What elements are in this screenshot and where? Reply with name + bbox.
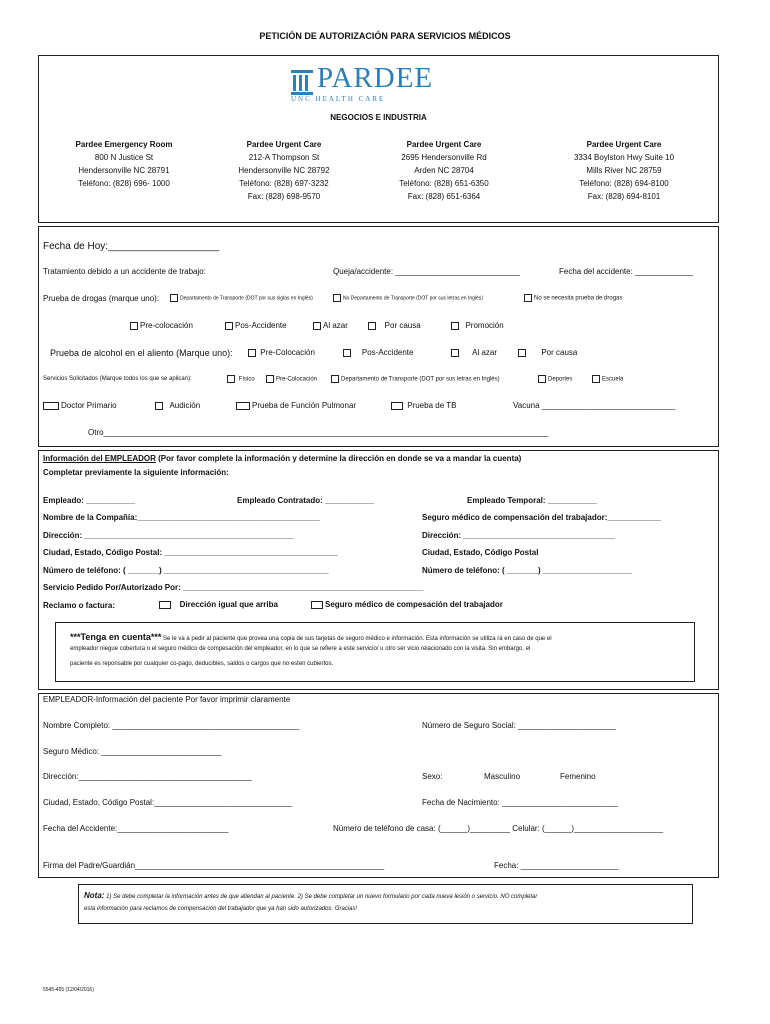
- option-audicion[interactable]: Audición: [155, 401, 200, 410]
- option-promocion[interactable]: Promoción: [451, 321, 504, 330]
- fecha-hoy-field[interactable]: Fecha de Hoy:____________________: [43, 241, 220, 252]
- checkbox[interactable]: [451, 349, 459, 357]
- checkbox[interactable]: [227, 375, 235, 383]
- option-pos-accidente[interactable]: Pos-Accidente: [225, 321, 287, 330]
- header-box: [38, 55, 719, 223]
- ciudad-field[interactable]: Ciudad, Estado, Código Postal:_______________________________: [43, 798, 293, 807]
- reclamo-label: Reclamo o factura:: [43, 601, 116, 610]
- checkbox[interactable]: [159, 601, 171, 609]
- telefono2-field[interactable]: Número de teléfono: ( _______) ____________________: [422, 566, 632, 575]
- alcohol-al-azar[interactable]: Al azar: [451, 348, 497, 357]
- option-por-causa[interactable]: Por causa: [368, 321, 421, 330]
- reclamo-seguro-option[interactable]: Seguro médico de compesación del trabajador: [311, 600, 503, 609]
- notice-box: [55, 622, 695, 682]
- telefono1-field[interactable]: Número de teléfono: ( _______) _____________________________________: [43, 566, 329, 575]
- queja-field[interactable]: Queja/accidente: ____________________________: [333, 267, 520, 276]
- solicitados-dot[interactable]: Departamento de Transporte (DOT por sus letras en Inglés): [331, 375, 500, 383]
- notice-line-1: ***Tenga en cuenta*** Se le va a pedir al paciente que provea una copia de sus tarjetas de seguro médico e información. Esta información se utiliza rá en caso de que el: [70, 632, 552, 642]
- checkbox[interactable]: [225, 322, 233, 330]
- alcohol-label: Prueba de alcohol en el aliento (Marque uno):: [50, 348, 233, 358]
- alcohol-por-causa[interactable]: Por causa: [518, 348, 577, 357]
- seguro-comp-field[interactable]: Seguro médico de compensación del trabajador:____________: [422, 513, 661, 522]
- checkbox[interactable]: [451, 322, 459, 330]
- femenino-option[interactable]: Femenino: [560, 772, 596, 781]
- checkbox[interactable]: [343, 349, 351, 357]
- checkbox[interactable]: [538, 375, 546, 383]
- location-2: Pardee Urgent Care 212-A Thompson St Hendersonville NC 28792 Teléfono: (828) 697-3232 Fax: (828) 698-9570: [238, 140, 330, 201]
- ssn-field[interactable]: Número de Seguro Social: ______________________: [422, 721, 616, 730]
- contratado-field[interactable]: Empleado Contratado: ___________: [237, 496, 374, 505]
- form-number: 5545-455 (12/04/2016): [43, 987, 94, 993]
- empleado-field[interactable]: Empleado: ___________: [43, 496, 136, 505]
- drogas-nodot-option[interactable]: No Departamento de Transporte (DOT por sus letras en Inglés): [333, 294, 483, 302]
- solicitados-deportes[interactable]: Deportes: [538, 375, 572, 383]
- drogas-dot-option[interactable]: Departamento de Transporte (DOT por sus siglas en Inglés): [170, 294, 313, 302]
- padre-field[interactable]: Firma del Padre/Guardián________________________________________________________: [43, 861, 385, 870]
- drogas-none-option[interactable]: No se necesita prueba de drogas: [524, 294, 622, 302]
- checkbox[interactable]: [43, 402, 59, 410]
- pardee-logo: [289, 64, 459, 104]
- solicitados-label: Servicios Solicitados (Marque todos los que se aplican):: [43, 376, 192, 382]
- nombre-field[interactable]: Nombre Completo: __________________________________________: [43, 721, 300, 730]
- checkbox[interactable]: [518, 349, 526, 357]
- page-title: PETICIÓN DE AUTORIZACIÓN PARA SERVICIOS MÉDICOS: [259, 31, 511, 41]
- option-funcion-pulmonar[interactable]: Prueba de Función Pulmonar: [236, 401, 356, 410]
- checkbox[interactable]: [266, 375, 274, 383]
- employer-intro: Completar previamente la siguiente información:: [43, 468, 229, 477]
- drogas-label: Prueba de drogas (marque uno):: [43, 294, 160, 303]
- solicitados-precolocacion[interactable]: Pre-Colocación: [266, 375, 317, 383]
- location-1: Pardee Emergency Room 800 N Justice St Hendersonville NC 28791 Teléfono: (828) 696- 1000: [75, 140, 173, 188]
- temporal-field[interactable]: Empleado Temporal: ___________: [467, 496, 597, 505]
- fecha-accidente-field[interactable]: Fecha del accidente: _____________: [559, 267, 693, 276]
- option-doctor-primario[interactable]: Doctor Primario: [43, 401, 117, 410]
- checkbox[interactable]: [592, 375, 600, 383]
- notice-line-2: empleador niegue cobertura o el seguro médico de compesación del empleador, en lo que se refiere a este servicio/ u otro ser vicio relacionado con la visita. Sin embargo, el: [70, 646, 531, 652]
- checkbox[interactable]: [248, 349, 256, 357]
- nota-box: [78, 884, 693, 924]
- servicio-field[interactable]: Servicio Pedido Por/Autorizado Por: ______________________________________________________: [43, 583, 424, 592]
- option-pre-colocacion[interactable]: Pre-colocación: [130, 321, 193, 330]
- ciudad1-field[interactable]: Ciudad, Estado, Código Postal: _______________________________________: [43, 548, 338, 557]
- masculino-option[interactable]: Masculino: [484, 772, 521, 781]
- fecha-accidente-patient-field[interactable]: Fecha del Accidente:_________________________: [43, 824, 229, 833]
- tel-casa-field[interactable]: Número de teléfono de casa: (______)_________ Celular: (______)____________________: [333, 824, 664, 833]
- employer-heading: Información del EMPLEADOR (Por favor complete la información y determine la dirección en donde se va a mandar la cuenta): [43, 454, 522, 463]
- checkbox[interactable]: [130, 322, 138, 330]
- fecha-field[interactable]: Fecha: ______________________: [494, 861, 619, 870]
- location-3: Pardee Urgent Care 2695 Hendersonville Rd Arden NC 28704 Teléfono: (828) 651-6350 Fax: (828) 651-6364: [399, 140, 489, 201]
- alcohol-pos-accidente[interactable]: Pos-Accidente: [343, 348, 413, 357]
- checkbox[interactable]: [524, 294, 532, 302]
- checkbox[interactable]: [236, 402, 250, 410]
- vacuna-field[interactable]: Vacuna ______________________________: [513, 401, 676, 410]
- compania-field[interactable]: Nombre de la Compañía:_________________________________________: [43, 513, 320, 522]
- checkbox[interactable]: [311, 601, 323, 609]
- option-tb[interactable]: Prueba de TB: [391, 401, 456, 410]
- checkbox[interactable]: [155, 402, 163, 410]
- solicitados-fisico[interactable]: Físico: [227, 375, 255, 383]
- option-al-azar[interactable]: Al azar: [313, 321, 348, 330]
- otro-field[interactable]: Otro____________________________________________________________________________________________________: [88, 428, 549, 437]
- logo-name: PARDEE: [317, 62, 434, 94]
- department-title: NEGOCIOS E INDUSTRIA: [330, 113, 427, 122]
- reclamo-igual-option[interactable]: Dirección igual que arriba: [159, 600, 278, 609]
- services-box: [38, 226, 719, 447]
- alcohol-pre-colocacion[interactable]: Pre-Colocación: [248, 348, 315, 357]
- checkbox[interactable]: [391, 402, 403, 410]
- direccion-field[interactable]: Dirección:_______________________________________: [43, 772, 253, 781]
- checkbox[interactable]: [333, 294, 341, 302]
- solicitados-escuela[interactable]: Escuela: [592, 375, 623, 383]
- tratamiento-label: Tratamiento debido a un accidente de trabajo:: [43, 267, 206, 276]
- seguro-field[interactable]: Seguro Médico: ___________________________: [43, 747, 222, 756]
- sexo-label: Sexo:: [422, 772, 443, 781]
- ciudad2-field[interactable]: Ciudad, Estado, Código Postal: [422, 548, 539, 557]
- location-4: Pardee Urgent Care 3334 Boylston Hwy Suite 10 Mills River NC 28759 Teléfono: (828) 694-8100 Fax: (828) 694-8101: [573, 140, 675, 201]
- logo-sub: UNC HEALTH CARE: [291, 95, 386, 103]
- nota-line-1: Nota: 1) Se debe completar la información antes de que atiendan al paciente. 2) Se debe completar un nuevo formulario por cada nueva lesión o servicio. NO completar: [84, 891, 538, 900]
- building-icon: [289, 66, 315, 96]
- direccion1-field[interactable]: Dirección: _______________________________________________: [43, 531, 294, 540]
- direccion2-field[interactable]: Dirección: __________________________________: [422, 531, 615, 540]
- patient-heading: EMPLEADOR-Información del paciente Por favor imprimir claramente: [43, 695, 291, 704]
- checkbox[interactable]: [331, 375, 339, 383]
- nota-line-2: esta información para reclamos de compensación del trabajador que ya han sido autorizados. Gracias!: [84, 906, 358, 912]
- nacimiento-field[interactable]: Fecha de Nacimiento: __________________________: [422, 798, 618, 807]
- checkbox[interactable]: [170, 294, 178, 302]
- checkbox[interactable]: [313, 322, 321, 330]
- notice-line-3: paciente es reponsable por cualquier co-pago, deducibles, saldos o cargos que no esten cubiertos.: [70, 661, 334, 667]
- checkbox[interactable]: [368, 322, 376, 330]
